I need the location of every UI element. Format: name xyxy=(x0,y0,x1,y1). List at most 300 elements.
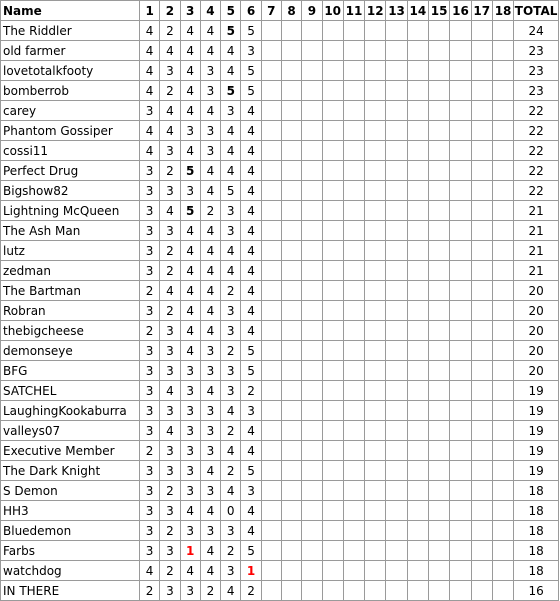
hole-score-cell xyxy=(492,401,513,421)
hole-score-cell xyxy=(407,401,428,421)
hole-score-cell xyxy=(365,81,386,101)
hole-score-cell xyxy=(407,461,428,481)
hole-score-cell: 4 xyxy=(200,381,220,401)
hole-score-cell xyxy=(322,181,343,201)
hole-score-cell xyxy=(407,301,428,321)
hole-score-cell xyxy=(302,41,322,61)
hole-score-cell: 2 xyxy=(241,581,261,601)
hole-score-cell xyxy=(450,401,471,421)
hole-score-cell xyxy=(322,161,343,181)
hole-score-cell xyxy=(492,201,513,221)
hole-score-cell xyxy=(365,141,386,161)
player-name: thebigcheese xyxy=(1,321,140,341)
hole-score-cell: 3 xyxy=(139,221,159,241)
hole-score-cell xyxy=(407,61,428,81)
hole-score-cell xyxy=(302,421,322,441)
hole-score-cell xyxy=(302,181,322,201)
hole-score-cell xyxy=(407,261,428,281)
hole-score-cell xyxy=(322,61,343,81)
hole-score-cell xyxy=(281,461,301,481)
hole-score-cell xyxy=(386,241,407,261)
hole-score-cell xyxy=(407,281,428,301)
table-row xyxy=(1,41,559,61)
player-name: bomberrob xyxy=(1,81,140,101)
hole-score-cell: 4 xyxy=(180,61,200,81)
hole-score-cell xyxy=(407,361,428,381)
hole-score-cell xyxy=(343,201,364,221)
hole-score-cell: 3 xyxy=(160,541,180,561)
hole-score-cell xyxy=(365,21,386,41)
table-row xyxy=(1,241,559,261)
hole-score-cell xyxy=(450,341,471,361)
hole-score-cell xyxy=(302,121,322,141)
hole-score-cell: 4 xyxy=(160,101,180,121)
hole-score-cell xyxy=(386,481,407,501)
hole-score-cell: 3 xyxy=(200,521,220,541)
hole-score-cell: 4 xyxy=(200,21,220,41)
hole-score-cell xyxy=(471,41,492,61)
hole-score-cell xyxy=(302,321,322,341)
hole-score-cell xyxy=(322,541,343,561)
hole-score-cell xyxy=(261,521,281,541)
hole-score-cell xyxy=(471,481,492,501)
hole-score-cell xyxy=(471,581,492,601)
hole-score-cell: 3 xyxy=(139,361,159,381)
hole-score-cell xyxy=(429,361,450,381)
hole-score-cell xyxy=(407,121,428,141)
hole-score-cell xyxy=(492,361,513,381)
hole-score-cell: 3 xyxy=(200,441,220,461)
hole-score-cell: 4 xyxy=(200,221,220,241)
hole-score-cell xyxy=(471,301,492,321)
hole-score-cell xyxy=(302,141,322,161)
hole-score-cell xyxy=(429,121,450,141)
hole-score-cell xyxy=(261,421,281,441)
hole-score-cell xyxy=(322,221,343,241)
hole-score-cell xyxy=(450,481,471,501)
table-row xyxy=(1,461,559,481)
player-name: LaughingKookaburra xyxy=(1,401,140,421)
hole-score-cell: 4 xyxy=(180,241,200,261)
hole-score-cell: 2 xyxy=(160,521,180,541)
hole-score-cell xyxy=(471,221,492,241)
hole-score-cell xyxy=(407,581,428,601)
total-score: 22 xyxy=(514,121,559,141)
hole-score-cell xyxy=(322,81,343,101)
hole-score-cell xyxy=(450,261,471,281)
hole-score-cell: 5 xyxy=(221,181,241,201)
hole-column-header: 16 xyxy=(450,1,471,21)
hole-score-cell: 3 xyxy=(160,341,180,361)
hole-score-cell xyxy=(343,281,364,301)
hole-score-cell xyxy=(450,581,471,601)
hole-score-cell xyxy=(343,261,364,281)
hole-score-cell xyxy=(492,541,513,561)
total-score: 21 xyxy=(514,201,559,221)
hole-score-cell xyxy=(429,301,450,321)
hole-score-cell: 2 xyxy=(200,201,220,221)
hole-score-cell: 3 xyxy=(221,321,241,341)
hole-score-cell: 4 xyxy=(241,201,261,221)
hole-score-cell: 2 xyxy=(200,581,220,601)
hole-score-cell xyxy=(471,81,492,101)
hole-score-cell xyxy=(302,521,322,541)
hole-score-cell: 4 xyxy=(200,561,220,581)
hole-score-cell xyxy=(407,341,428,361)
hole-score-cell xyxy=(365,101,386,121)
table-row xyxy=(1,421,559,441)
hole-score-cell xyxy=(261,401,281,421)
hole-score-cell: 4 xyxy=(221,121,241,141)
hole-score-cell xyxy=(281,381,301,401)
hole-score-cell xyxy=(343,221,364,241)
player-name: Bluedemon xyxy=(1,521,140,541)
player-name: Phantom Gossiper xyxy=(1,121,140,141)
hole-score-cell xyxy=(386,21,407,41)
hole-score-cell: 4 xyxy=(180,501,200,521)
hole-score-cell xyxy=(386,581,407,601)
hole-score-cell xyxy=(492,61,513,81)
player-name: zedman xyxy=(1,261,140,281)
hole-score-cell xyxy=(322,481,343,501)
hole-score-cell xyxy=(429,41,450,61)
hole-score-cell: 2 xyxy=(160,21,180,41)
hole-score-cell xyxy=(429,181,450,201)
hole-score-cell xyxy=(450,381,471,401)
hole-score-cell xyxy=(407,201,428,221)
hole-score-cell xyxy=(261,581,281,601)
player-name: Executive Member xyxy=(1,441,140,461)
hole-score-cell: 2 xyxy=(160,261,180,281)
hole-score-cell xyxy=(261,501,281,521)
hole-score-cell: 4 xyxy=(241,141,261,161)
hole-score-cell xyxy=(343,481,364,501)
hole-score-cell xyxy=(302,21,322,41)
hole-score-cell xyxy=(450,61,471,81)
hole-score-cell xyxy=(343,341,364,361)
hole-score-cell: 4 xyxy=(221,481,241,501)
player-name: HH3 xyxy=(1,501,140,521)
hole-score-cell xyxy=(302,281,322,301)
hole-score-cell xyxy=(450,141,471,161)
table-row xyxy=(1,581,559,601)
hole-column-header: 3 xyxy=(180,1,200,21)
hole-score-cell xyxy=(261,41,281,61)
total-score: 20 xyxy=(514,361,559,381)
hole-score-cell xyxy=(492,281,513,301)
hole-score-cell xyxy=(386,301,407,321)
hole-score-cell xyxy=(281,281,301,301)
total-score: 18 xyxy=(514,541,559,561)
hole-score-cell xyxy=(261,21,281,41)
hole-score-cell: 4 xyxy=(200,541,220,561)
hole-score-cell: 2 xyxy=(221,421,241,441)
hole-score-cell xyxy=(450,241,471,261)
hole-score-cell xyxy=(365,461,386,481)
total-score: 21 xyxy=(514,241,559,261)
hole-score-cell xyxy=(365,181,386,201)
hole-score-cell xyxy=(471,281,492,301)
hole-score-cell xyxy=(322,441,343,461)
table-body xyxy=(1,21,559,601)
hole-score-cell xyxy=(386,421,407,441)
hole-score-cell xyxy=(322,341,343,361)
hole-score-cell xyxy=(281,401,301,421)
hole-score-cell: 4 xyxy=(139,141,159,161)
hole-score-cell: 4 xyxy=(180,341,200,361)
hole-score-cell xyxy=(492,121,513,141)
player-name: IN THERE xyxy=(1,581,140,601)
hole-score-cell: 4 xyxy=(200,261,220,281)
hole-score-cell: 5 xyxy=(241,461,261,481)
hole-score-cell xyxy=(386,361,407,381)
hole-score-cell xyxy=(407,481,428,501)
hole-score-cell xyxy=(429,341,450,361)
hole-score-cell: 4 xyxy=(241,521,261,541)
hole-score-cell xyxy=(429,81,450,101)
hole-score-cell xyxy=(343,401,364,421)
total-score: 16 xyxy=(514,581,559,601)
hole-column-header: 6 xyxy=(241,1,261,21)
table-row xyxy=(1,541,559,561)
hole-score-cell xyxy=(343,121,364,141)
hole-score-cell: 4 xyxy=(200,161,220,181)
hole-score-cell xyxy=(429,581,450,601)
hole-score-cell xyxy=(492,241,513,261)
hole-score-cell xyxy=(386,341,407,361)
hole-score-cell xyxy=(386,221,407,241)
hole-score-cell xyxy=(261,161,281,181)
hole-score-cell xyxy=(407,241,428,261)
hole-score-cell xyxy=(386,61,407,81)
hole-score-cell xyxy=(492,521,513,541)
hole-score-cell: 3 xyxy=(200,421,220,441)
hole-score-cell: 3 xyxy=(160,361,180,381)
player-name: BFG xyxy=(1,361,140,381)
hole-score-cell xyxy=(471,461,492,481)
hole-score-cell xyxy=(492,481,513,501)
hole-score-cell xyxy=(450,101,471,121)
player-name: valleys07 xyxy=(1,421,140,441)
hole-score-cell xyxy=(281,341,301,361)
hole-score-cell xyxy=(281,361,301,381)
table-row xyxy=(1,21,559,41)
hole-score-cell xyxy=(261,541,281,561)
hole-score-cell xyxy=(322,321,343,341)
hole-score-cell: 3 xyxy=(139,201,159,221)
hole-score-cell: 2 xyxy=(139,441,159,461)
hole-score-cell xyxy=(302,101,322,121)
table-row xyxy=(1,341,559,361)
hole-score-cell xyxy=(261,381,281,401)
hole-score-cell xyxy=(471,201,492,221)
total-score: 22 xyxy=(514,101,559,121)
hole-score-cell xyxy=(492,261,513,281)
hole-score-cell xyxy=(365,521,386,541)
hole-score-cell xyxy=(386,321,407,341)
total-score: 22 xyxy=(514,181,559,201)
hole-score-cell xyxy=(281,41,301,61)
hole-score-cell xyxy=(471,181,492,201)
hole-score-cell xyxy=(471,561,492,581)
player-name: Bigshow82 xyxy=(1,181,140,201)
hole-score-cell xyxy=(302,261,322,281)
hole-score-cell xyxy=(343,21,364,41)
hole-score-cell: 4 xyxy=(221,261,241,281)
hole-score-cell xyxy=(261,101,281,121)
hole-score-cell xyxy=(471,341,492,361)
hole-score-cell: 3 xyxy=(221,521,241,541)
hole-score-cell xyxy=(322,21,343,41)
table-row xyxy=(1,121,559,141)
hole-score-cell xyxy=(450,281,471,301)
hole-score-cell: 3 xyxy=(160,181,180,201)
hole-score-cell: 5 xyxy=(241,361,261,381)
total-score: 22 xyxy=(514,161,559,181)
hole-column-header: 4 xyxy=(200,1,220,21)
hole-score-cell: 4 xyxy=(139,21,159,41)
hole-score-cell xyxy=(302,501,322,521)
total-score: 20 xyxy=(514,321,559,341)
hole-score-cell: 3 xyxy=(160,61,180,81)
total-score: 20 xyxy=(514,281,559,301)
hole-score-cell xyxy=(429,481,450,501)
player-name: S Demon xyxy=(1,481,140,501)
hole-score-cell: 3 xyxy=(241,481,261,501)
total-score: 20 xyxy=(514,341,559,361)
hole-score-cell xyxy=(429,261,450,281)
hole-score-cell xyxy=(386,401,407,421)
hole-score-cell xyxy=(261,81,281,101)
hole-score-cell xyxy=(343,141,364,161)
hole-column-header: 5 xyxy=(221,1,241,21)
hole-score-cell xyxy=(407,321,428,341)
hole-score-cell xyxy=(471,21,492,41)
hole-score-cell: 3 xyxy=(139,401,159,421)
total-column-header: TOTAL xyxy=(514,1,559,21)
hole-score-cell: 4 xyxy=(139,121,159,141)
hole-score-cell: 5 xyxy=(221,81,241,101)
hole-score-cell xyxy=(302,581,322,601)
table-row xyxy=(1,501,559,521)
hole-score-cell xyxy=(471,141,492,161)
hole-score-cell: 3 xyxy=(180,481,200,501)
hole-score-cell: 3 xyxy=(139,481,159,501)
hole-score-cell xyxy=(429,541,450,561)
hole-score-cell xyxy=(261,461,281,481)
hole-score-cell xyxy=(261,141,281,161)
hole-score-cell xyxy=(281,241,301,261)
hole-score-cell: 3 xyxy=(180,401,200,421)
hole-score-cell xyxy=(365,501,386,521)
hole-score-cell: 3 xyxy=(139,501,159,521)
hole-score-cell xyxy=(322,101,343,121)
hole-score-cell xyxy=(343,381,364,401)
hole-score-cell xyxy=(365,281,386,301)
hole-score-cell xyxy=(302,481,322,501)
hole-score-cell: 4 xyxy=(139,41,159,61)
hole-score-cell xyxy=(343,561,364,581)
total-score: 23 xyxy=(514,61,559,81)
hole-score-cell xyxy=(471,381,492,401)
hole-score-cell: 3 xyxy=(200,341,220,361)
hole-score-cell xyxy=(343,421,364,441)
hole-score-cell xyxy=(343,581,364,601)
hole-score-cell xyxy=(281,301,301,321)
hole-score-cell xyxy=(281,181,301,201)
hole-score-cell xyxy=(281,81,301,101)
hole-score-cell xyxy=(386,461,407,481)
hole-column-header: 17 xyxy=(471,1,492,21)
hole-score-cell: 1 xyxy=(180,541,200,561)
hole-column-header: 12 xyxy=(365,1,386,21)
hole-score-cell: 4 xyxy=(180,281,200,301)
hole-score-cell xyxy=(471,441,492,461)
hole-score-cell xyxy=(407,41,428,61)
hole-score-cell: 4 xyxy=(221,241,241,261)
total-score: 19 xyxy=(514,461,559,481)
hole-score-cell: 3 xyxy=(221,301,241,321)
hole-score-cell: 3 xyxy=(221,101,241,121)
hole-score-cell: 2 xyxy=(160,241,180,261)
player-name: lovetotalkfooty xyxy=(1,61,140,81)
hole-score-cell xyxy=(261,561,281,581)
hole-score-cell xyxy=(281,21,301,41)
hole-score-cell xyxy=(429,281,450,301)
hole-score-cell xyxy=(386,201,407,221)
table-row xyxy=(1,181,559,201)
player-name: cossi11 xyxy=(1,141,140,161)
hole-score-cell xyxy=(450,81,471,101)
hole-score-cell xyxy=(281,61,301,81)
hole-score-cell xyxy=(261,261,281,281)
table-row xyxy=(1,481,559,501)
hole-score-cell: 4 xyxy=(241,281,261,301)
hole-score-cell xyxy=(322,141,343,161)
hole-score-cell xyxy=(261,181,281,201)
hole-score-cell xyxy=(386,161,407,181)
hole-score-cell xyxy=(407,101,428,121)
hole-score-cell: 2 xyxy=(139,281,159,301)
hole-score-cell: 4 xyxy=(160,41,180,61)
hole-score-cell xyxy=(407,501,428,521)
hole-score-cell xyxy=(322,381,343,401)
hole-score-cell xyxy=(492,161,513,181)
hole-score-cell xyxy=(471,401,492,421)
total-score: 23 xyxy=(514,81,559,101)
hole-score-cell xyxy=(281,261,301,281)
hole-score-cell xyxy=(386,381,407,401)
hole-score-cell xyxy=(343,41,364,61)
hole-score-cell: 4 xyxy=(221,141,241,161)
hole-score-cell xyxy=(322,261,343,281)
hole-score-cell xyxy=(492,101,513,121)
hole-score-cell xyxy=(322,581,343,601)
hole-score-cell xyxy=(281,141,301,161)
hole-score-cell xyxy=(471,421,492,441)
hole-score-cell: 4 xyxy=(221,401,241,421)
player-name: The Riddler xyxy=(1,21,140,41)
hole-score-cell: 4 xyxy=(200,41,220,61)
hole-score-cell xyxy=(261,241,281,261)
hole-score-cell xyxy=(450,201,471,221)
hole-score-cell xyxy=(365,561,386,581)
hole-score-cell xyxy=(365,221,386,241)
hole-score-cell xyxy=(281,501,301,521)
table-row xyxy=(1,141,559,161)
hole-column-header: 8 xyxy=(281,1,301,21)
hole-column-header: 9 xyxy=(302,1,322,21)
